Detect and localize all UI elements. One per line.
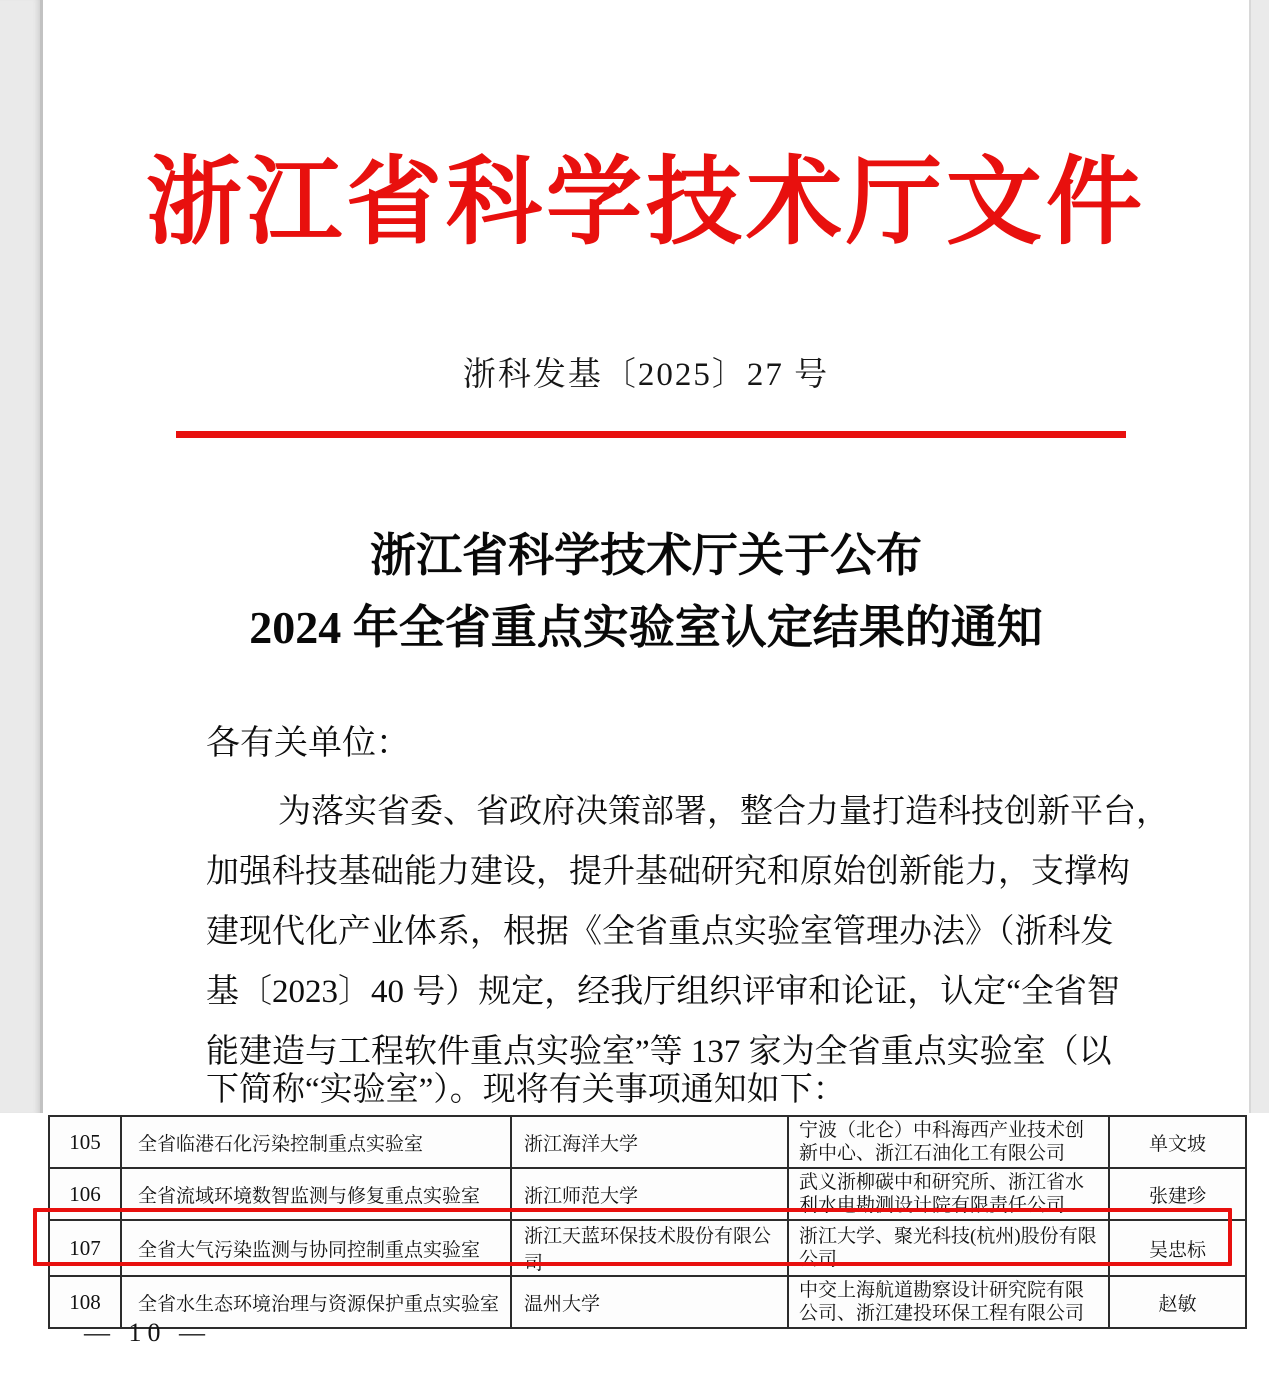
host-unit-cell: 浙江海洋大学 [511,1116,788,1168]
row-number-cell: 108 [49,1276,121,1328]
table-row [49,1116,1246,1168]
host-unit-cell: 浙江师范大学 [511,1168,788,1220]
lab-name-cell: 全省流域环境数智监测与修复重点实验室 [121,1168,511,1220]
scan-margin-right [1249,0,1269,1113]
body-paragraph-line: 基〔2023〕40 号）规定，经我厅组织评审和论证，认定“全省智 [206,974,1120,1010]
body-paragraph-line: 建现代化产业体系，根据《全省重点实验室管理办法》（浙科发 [206,914,1114,950]
body-paragraph-line: 下简称“实验室”）。现将有关事项通知如下： [206,1072,846,1108]
scan-margin-left [0,0,43,1113]
notice-title-line2: 2024 年全省重点实验室认定结果的通知 [249,602,1043,653]
row-number-cell: 106 [49,1168,121,1220]
row-number-cell: 105 [49,1116,121,1168]
page-number: — 10 — [84,1318,211,1347]
director-cell: 吴忠标 [1109,1220,1246,1276]
notice-title-line1: 浙江省科学技术厅关于公布 [370,530,922,581]
lab-name-cell: 全省临港石化污染控制重点实验室 [121,1116,511,1168]
director-cell: 赵敏 [1109,1276,1246,1328]
director-cell: 单文坡 [1109,1116,1246,1168]
body-paragraph-line: 为落实省委、省政府决策部署，整合力量打造科技创新平台， [278,794,1169,830]
partner-units-cell: 武义浙柳碳中和研究所、浙江省水利水电勘测设计院有限责任公司 [788,1168,1109,1220]
lab-name-cell: 全省大气污染监测与协同控制重点实验室 [121,1220,511,1276]
document-page [43,0,1249,1113]
agency-header-title: 浙江省科学技术厅文件 [146,149,1146,256]
document-number: 浙科发基〔2025〕27 号 [462,357,830,393]
salutation: 各有关单位： [206,725,410,762]
partner-units-cell: 浙江大学、聚光科技(杭州)股份有限公司 [788,1220,1109,1276]
host-unit-cell: 浙江天蓝环保技术股份有限公司 [511,1220,788,1276]
lab-name-cell: 全省水生态环境治理与资源保护重点实验室 [121,1276,511,1328]
director-cell: 张建珍 [1109,1168,1246,1220]
partner-units-cell: 中交上海航道勘察设计研究院有限公司、浙江建投环保工程有限公司 [788,1276,1109,1328]
body-paragraph-line: 能建造与工程软件重点实验室”等 137 家为全省重点实验室（以 [206,1034,1112,1070]
row-number-cell: 107 [49,1220,121,1276]
body-paragraph-line: 加强科技基础能力建设，提升基础研究和原始创新能力，支撑构 [206,854,1130,890]
host-unit-cell: 温州大学 [511,1276,788,1328]
red-highlight-box [33,1208,1232,1266]
partner-units-cell: 宁波（北仑）中科海西产业技术创新中心、浙江石油化工有限公司 [788,1116,1109,1168]
table-row [49,1276,1246,1328]
red-divider [176,431,1126,438]
